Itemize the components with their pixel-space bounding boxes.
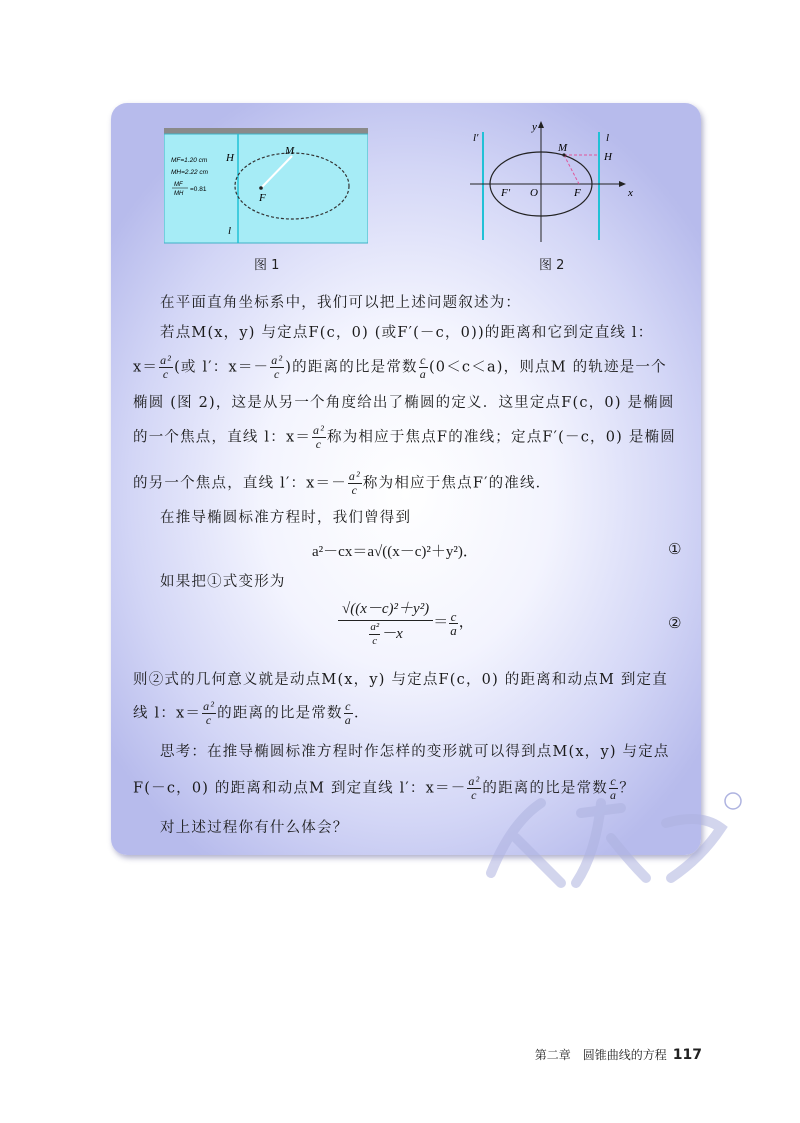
paragraph-line: 的一个焦点，直线 l：x＝ $\frac{\text{a²}}{c}$ 称为相应于焦点F的准线；定点F′(－c，0) 是椭圆 <box>133 423 676 451</box>
paragraph-line: 思考：在推导椭圆标准方程时作怎样的变形就可以得到点M(x，y) 与定点 <box>160 744 670 760</box>
figure-2-segment-mf <box>564 155 579 184</box>
figure-2-label-lprime: l′ <box>473 132 479 144</box>
equation-1-number: ① <box>668 540 682 558</box>
figure-2-label-x: x <box>628 187 633 199</box>
figure-1-focus-point <box>259 186 263 190</box>
figure-2-caption: 图 2 <box>539 258 565 273</box>
figure-1-diagram <box>164 128 368 244</box>
paragraph-line: 若点M(x，y) 与定点F(c，0) (或F′(－c，0))的距离和它到定直线 l： <box>160 325 654 341</box>
figure-2-label-m: M <box>558 142 568 154</box>
paragraph-line: 则②式的几何意义就是动点M(x，y) 与定点F(c，0) 的距离和动点M 到定直 <box>133 672 668 688</box>
figure-2-label-l: l <box>606 132 610 144</box>
chapter-title: 第二章 圆锥曲线的方程 <box>534 1048 667 1062</box>
figure-1-label-h: H <box>226 152 234 164</box>
figure-2-label-y: y <box>532 121 537 133</box>
paragraph-line: 在平面直角坐标系中，我们可以把上述问题叙述为： <box>160 295 522 311</box>
figure-2-label-o: O <box>530 187 538 199</box>
figure-1-caption: 图 1 <box>254 258 280 273</box>
figure-1-mh-readout: MH=2.22 cm <box>171 169 209 176</box>
paragraph-line: F(－c，0) 的距离和动点M 到定直线 l′：x＝－ $\frac{\text{a²}}{c}$ 的距离的比是常数 $\frac{c}{a}$ ？ <box>133 774 635 802</box>
figure-1-ratio-value: =0.81 <box>190 186 207 193</box>
figure-1-top-bar <box>164 128 368 134</box>
paragraph-line: 的另一个焦点，直线 l′：x＝－ $\frac{\text{a²}}{c}$ 称为相应于焦点F′的准线． <box>133 469 552 497</box>
page-number: 117 <box>672 1047 702 1063</box>
figure-2-label-fprime: F′ <box>501 187 511 199</box>
figure-1-label-l: l <box>228 225 232 237</box>
figure-1-label-f: F <box>259 192 266 204</box>
figure-1-label-m: M <box>285 145 295 157</box>
page-footer <box>535 1046 702 1063</box>
figure-1-ratio-den: MH <box>174 191 184 197</box>
equation-2-number: ② <box>668 614 682 632</box>
figure-1-ratio-num: MF <box>174 182 183 188</box>
figure-1-mf-readout: MF=1.20 cm <box>171 157 208 164</box>
figure-2-label-h: H <box>604 151 612 163</box>
paragraph-line: 线 l：x＝ $\frac{\text{a²}}{c}$ 的距离的比是常数 $\frac{c}{a}$ ． <box>133 699 370 727</box>
figure-2-diagram <box>468 116 640 244</box>
equation-1: a²－cx＝a√((x－c)²＋y²)． <box>312 544 478 560</box>
paragraph-line: 椭圆 (图 2)，这是从另一个角度给出了椭圆的定义．这里定点F(c，0) 是椭圆 <box>133 395 675 411</box>
equation-2: √((x－c)²＋y²) $\frac{\text{a²}}{c}$ －x ＝ $\frac{c}{a}$ ， <box>338 598 474 648</box>
paragraph-line: x＝ $\frac{\text{a²}}{c}$ (或 l′：x＝－ $\frac{\text{a²}}{c}$ )的距离的比是常数 $\frac{c}{a}$ (0＜c＜a)，则点M 的轨迹是一个 <box>133 353 667 381</box>
paragraph-line: 对上述过程你有什么体会？ <box>160 820 349 836</box>
paragraph-line: 在推导椭圆标准方程时，我们曾得到 <box>160 510 412 526</box>
paragraph-line: 如果把①式变形为 <box>160 574 286 590</box>
figure-2-label-f: F <box>574 187 581 199</box>
